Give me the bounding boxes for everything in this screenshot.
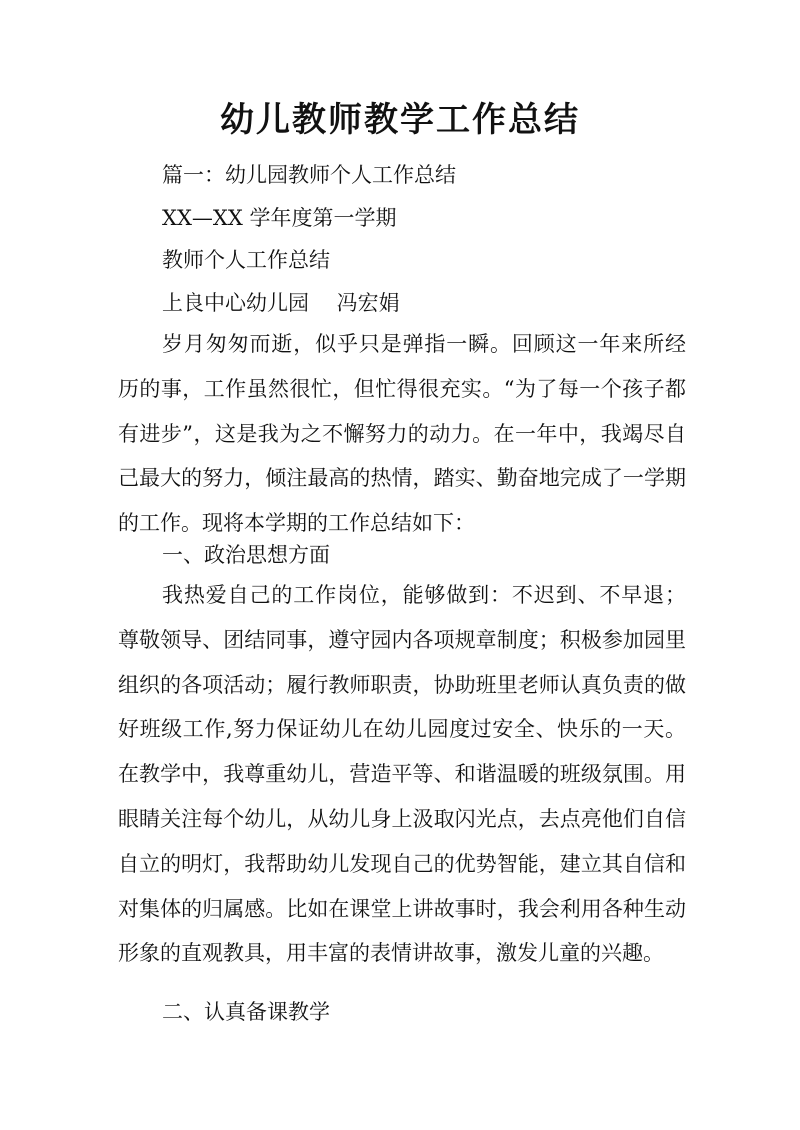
intro-paragraph: 岁月匆匆而逝，似乎只是弹指一瞬。回顾这一年来所经历的事，工作虽然很忙，但忙得很充实。“为了每一个孩子都有进步”，这是我为之不懈努力的动力。在一年中，我竭尽自己最大的努力，倾注最高的热情，踏实、勤奋地完成了一学期的工作。现将本学期的工作总结如下：	[118, 332, 686, 536]
report-title: 教师个人工作总结	[162, 248, 330, 272]
term-line: XX—XX 学年度第一学期	[162, 206, 397, 230]
author-line: 上良中心幼儿园 冯宏娟	[162, 291, 400, 315]
section1-paragraph: 我热爱自己的工作岗位，能够做到：不迟到、不早退；尊敬领导、团结同事，遵守园内各项规章制度；积极参加园里组织的各项活动；履行教师职责，协助班里老师认真负责的做好班级工作,努力保证幼儿在幼儿园度过安全、快乐的一天。在教学中，我尊重幼儿，营造平等、和谐温暖的班级氛围。用眼睛关注每个幼儿，从幼儿身上汲取闪光点，去点亮他们自信自立的明灯，我帮助幼儿发现自己的优势智能，建立其自信和对集体的归属感。比如在课堂上讲故事时，我会利用各种生动形象的直观教具，用丰富的表情讲故事，激发儿童的兴趣。	[118, 583, 686, 966]
section2-heading: 二、认真备课教学	[162, 1000, 330, 1024]
section1-heading: 一、政治思想方面	[162, 543, 330, 567]
article-subtitle: 篇一：幼儿园教师个人工作总结	[162, 163, 456, 187]
document-title: 幼儿教师教学工作总结	[220, 100, 580, 140]
